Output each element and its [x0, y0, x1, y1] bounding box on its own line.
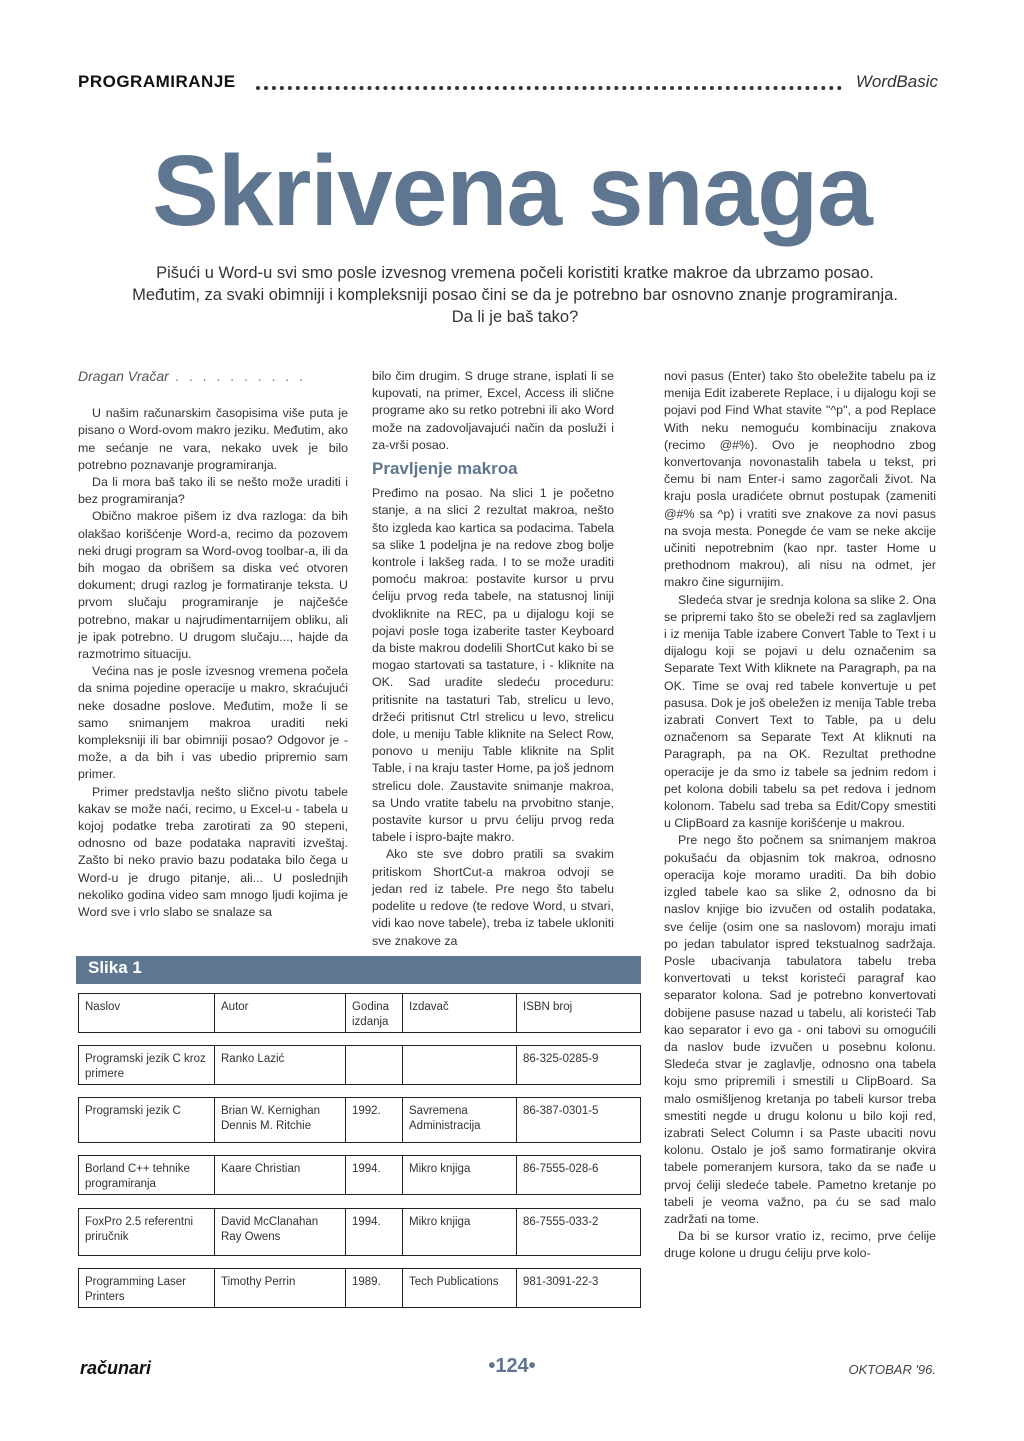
table-cell: Savremena Administracija [403, 1098, 517, 1142]
paragraph: Pređimo na posao. Na slici 1 je početno stanje, a na slici 2 rezultat makroa, nešto što izgleda kao kartica sa podacima. Tabela sa slike 1 podeljna je na redove zbog bolje kontrole i lakšeg rada. I to se može uraditi pomoću makroa: postavite kursor u prvu ćeliju prvog reda tabele, na statusnoj liniji dvokliknite na REC, pa u dijalogu koji se pojavi posle toga izaberite taster Keyboard da biste makrou dodelili ShortCut kako bi se mogao startovati sa tastature, i - kliknite na OK. Sad uradite sledeću proceduru: pritisnite na tastaturi Tab, strelicu u levo, držeći pritisnut Ctrl strelicu u levo, strelicu dole, u meniju Table kliknite na Select Row, ponovo u meniju Table kliknite na Split Table, i na kraju taster Home, pa još jednom strelicu dole. Zaustavite snimanje makroa, sa Undo vratite tabelu na prvobitno stanje, postavite kursor u prvu ćeliju prvog reda tabele i ispro-bajte makro. [372, 486, 614, 845]
paragraph: Da li mora baš tako ili se nešto može uraditi i bez programiranja? [78, 475, 348, 507]
table-cell: FoxPro 2.5 referentni priručnik [79, 1209, 215, 1255]
table-row [78, 1268, 641, 1308]
table-row [78, 993, 641, 1033]
table-cell: Tech Publications [403, 1269, 517, 1307]
table-cell: Programski jezik C [79, 1098, 215, 1142]
table-row [78, 1097, 641, 1143]
table-row [78, 1155, 641, 1195]
table-cell: 1992. [346, 1098, 403, 1142]
paragraph: Sledeća stvar je srednja kolona sa slike 2. Ona se pripremi tako što se obeleži red sa zaglavljem i iz menija Table izabere Convert Table to Text i u dijalogu koji se pojavi u delu označenim sa Separate Text With kliknete na Paragraph, pa na OK. Time se ovaj red tabele konvertuje u pet pasusa. Dok je još obeležen iz menija Table treba izabrati Convert Text to Table, pa u delu označenom sa Separate Text At kliknuti na Paragraph, pa na OK. Rezultat prethodne operacije je da smo iz tabele sa jednim redom i pet kolona dobili tabelu sa pet redova i jednom kolonom. Tabelu sad treba sa Edit/Copy smestiti u ClipBoard za kasnije korišćenje u makrou. [664, 592, 936, 831]
section-heading: Pravljenje makroa [372, 459, 518, 479]
table-cell: 1994. [346, 1156, 403, 1194]
table-cell: Mikro knjiga [403, 1156, 517, 1194]
table-cell: Izdavač [403, 994, 517, 1032]
column-3 [664, 368, 936, 1263]
article-title: Skrivena snaga [152, 135, 872, 247]
byline-dots: . . . . . . . . . . [168, 368, 307, 384]
table-cell [403, 1046, 517, 1084]
table-cell: Godina izdanja [346, 994, 403, 1032]
table-cell: ISBN broj [523, 1001, 573, 1013]
author-name: Dragan Vračar [78, 368, 169, 384]
table-cell: 981-3091-22-3 [523, 1276, 599, 1288]
table-cell: Programming Laser Printers [79, 1269, 215, 1307]
paragraph: Većina nas je posle izvesnog vremena počela da snima pojedine operacije u makro, skraćujući neke dosadne poslove. Međutim, može li se samo snimanjem makroa uraditi neki kompleksniji ili bar obimniji posao? Odgovor je - može, a da bih i vas ubedio pripremio sam primer. [78, 664, 348, 782]
paragraph: Ako ste sve dobro pratili sa svakim pritiskom ShortCut-a makroa odvoji se jedan red iz tabele. Pre nego što tabelu podelite u redove (te redove Word, u stvari, vidi kao nove tabele), treba iz tabele ukloniti sve znakove za [372, 847, 614, 948]
paragraph: Da bi se kursor vratio iz, recimo, prve ćelije druge kolone u drugu ćeliju prve kolo- [664, 1229, 936, 1261]
table-cell: Mikro knjiga [403, 1209, 517, 1255]
table-cell [346, 1046, 403, 1084]
author-byline [78, 368, 348, 385]
page-number: •124• [488, 1355, 536, 1377]
lead-line: Da li je baš tako? [451, 308, 579, 326]
paragraph: novi pasus (Enter) tako što obeležite tabelu pa iz menija Edit izaberete Replace, i u dijalogu koji se pojavi pod Find What stavite "^p", a pod Replace With neku nemoguću kombinaciju znakova (recimo @#%). Ovo je neophodno zbog konvertovanja novonastalih tabela u tekst, pri čemu bi nam Enter-i samo zagorčali život. Na kraju posla uradićete obrnut postupak (zameniti @#% sa ^p) i vratiti sve znakove za novi pasus na svoja mesta. Ponegde će vam se neke akcije učiniti nepotrebnim (kao npr. taster Home u prethodnom makrou), ali nisu na odmet, jer makro čine sigurnijim. [664, 369, 936, 590]
header-dots [256, 78, 842, 90]
table-row [78, 1045, 641, 1085]
table-cell: 86-7555-033-2 [523, 1216, 599, 1228]
table-row [78, 1208, 641, 1256]
table-cell: 86-7555-028-6 [523, 1163, 599, 1175]
paragraph: U našim računarskim časopisima više puta je pisano o Word-ovom makro jeziku. Međutim, ako me sećanje ne vara, nekako uvek je bilo potrebno poznavanje programiranja. [78, 406, 348, 472]
paragraph: Obično makroe pišem iz dva razloga: da bih olakšao korišćenje Word-a, recimo da pozovem neki drugi program sa Word-ovog toolbar-a, ili da bih mogao da obrišem sa diska već otvoren dokument; drugi razlog je formatiranje teksta. U prvom slučaju programiranje je najčešće potrebno, makar u najrudimentarnijem obliku, ali je ipak potrebno. U drugom slučaju..., hajde da razmotrimo situaciju. [78, 509, 348, 662]
table-cell: David McClanahan Ray Owens [215, 1209, 346, 1255]
paragraph: bilo čim drugim. S druge strane, isplati li se kupovati, na primer, Excel, Access ili slične programe ako su retko potrebni ili ako Word može na zadovoljavajući način da posluži i za-vrši posao. [372, 369, 614, 452]
table-cell: 86-387-0301-5 [523, 1105, 599, 1117]
section-label: PROGRAMIRANJE [78, 72, 236, 91]
column-2 [372, 368, 614, 950]
paragraph: Primer predstavlja nešto slično pivotu tabele kakav se može naći, recimo, u Excel-u - tabela u kojoj podatke treba zarotirati za 90 stepeni, odnosno od baze podataka napraviti izveštaj. Zašto bi neko pravio bazu podataka bilo čega u Word-u je drugo pitanje, ali... U poslednjih nekoliko godina video sam mnogo ljudi kojima je Word sve i vrlo slabo se snalaze sa [78, 784, 348, 920]
table-cell: Ranko Lazić [215, 1046, 346, 1084]
table-cell: 1989. [346, 1269, 403, 1307]
paragraph: Pre nego što počnem sa snimanjem makroa pokušaću da objasnim tok makroa, odnosno operacija koje moramo uraditi. Da bih dobio izgled tabele kao sa slike 2, odnosno da bi naslov knjige bio izvučen od ostalih podataka, sve ćelije (osim one sa naslovom) moraju imati po jedan tabulator ispred tekstualnog sadržaja. Posle ubacivanja tabulatora tabelu treba konvertovati u tekst koristeći paragraf kao separator kolona. Sad je potrebno konvertovati dobijene pasuse nazad u tabelu, ali koristeći Tab kao separator i evo ga - oni tabovi su omogućili da naslov bude izvučen u posebnu kolonu. Sledeća stvar je zaglavlje, odnosno ona tabela koju smo pripremili i smestili u ClipBoard. Sa malo osmišljenog kretanja po tabeli kursor treba smestiti negde u drugu kolonu u bilo koji red, izabrati Select Column i sa Paste ubaciti novu kolonu. Ostalo je još samo formatiranje okvira tabele pomeranjem kursora, tako da se nađe u prvoj ćeliji sledeće tabele. Pametno kretanje po tabeli je veoma važno, pa ću se sad malo zadržati na tome. [664, 833, 936, 1226]
table-cell: Borland C++ tehnike programiranja [79, 1156, 215, 1194]
article-lead [100, 262, 930, 328]
page-header [78, 72, 938, 96]
figure-caption-bar [76, 956, 641, 984]
table-cell: Autor [215, 994, 346, 1032]
table-cell: Kaare Christian [215, 1156, 346, 1194]
lead-line: Međutim, za svaki obimniji i kompleksniji posao čini se da je potrebno bar osnovno znanje programiranja. [132, 286, 898, 304]
column-1 [78, 368, 348, 921]
issue-date: OKTOBAR '96. [848, 1362, 936, 1377]
table-cell: 1994. [346, 1209, 403, 1255]
table-cell: Brian W. Kernighan Dennis M. Ritchie [215, 1098, 346, 1142]
table-cell: 86-325-0285-9 [523, 1053, 599, 1065]
magazine-logo: računari [80, 1358, 152, 1378]
lead-line: Pišući u Word-u svi smo posle izvesnog vremena počeli koristiti kratke makroe da ubrzamo posao. [156, 264, 874, 282]
table-cell: Programski jezik C kroz primere [79, 1046, 215, 1084]
table-cell: Timothy Perrin [215, 1269, 346, 1307]
topic-label: WordBasic [855, 72, 938, 91]
figure-label: Slika 1 [88, 958, 142, 977]
table-cell: Naslov [79, 994, 215, 1032]
